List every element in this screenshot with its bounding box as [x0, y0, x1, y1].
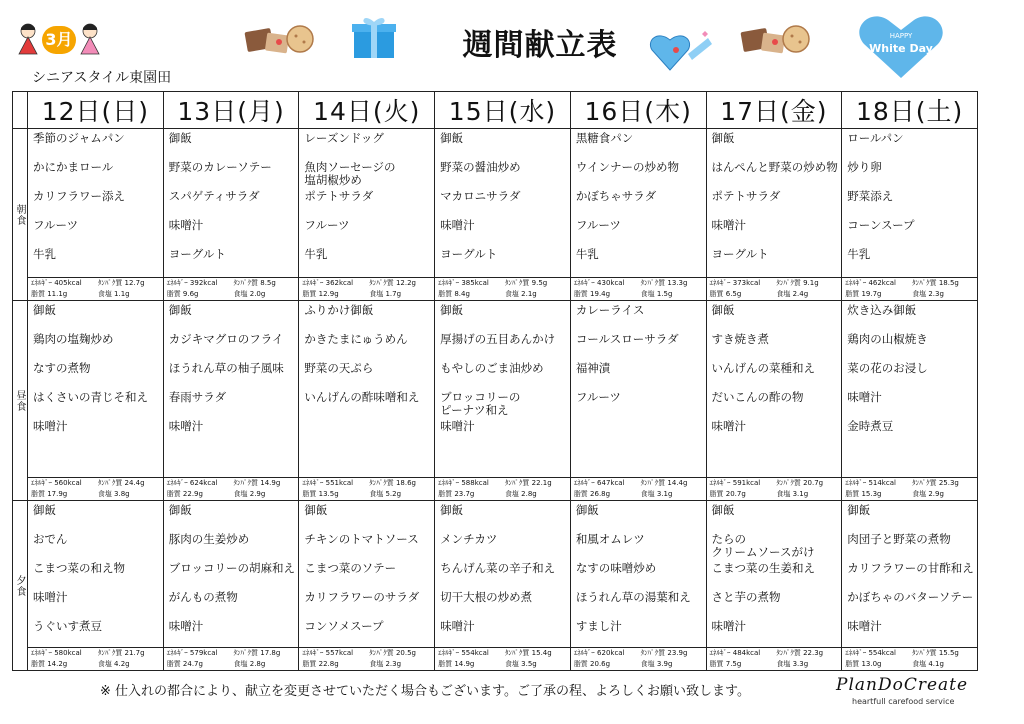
menu-cell — [299, 301, 435, 501]
menu-items — [842, 301, 977, 446]
nutrition-value: ﾀﾝﾊﾟｸ質 9.5g — [504, 279, 548, 287]
menu-items — [842, 129, 977, 274]
menu-item: ヨーグルト — [711, 247, 769, 261]
nutrition-info — [571, 477, 706, 500]
nutrition-info — [707, 647, 842, 670]
menu-item: 味噌汁 — [168, 218, 204, 232]
nutrition-value: ｴﾈﾙｷﾞｰ 557kcal — [302, 649, 354, 657]
nutrition-value: 食塩 3.3g — [776, 660, 809, 668]
menu-item: 御飯 — [33, 503, 56, 517]
nutrition-value: ﾀﾝﾊﾟｸ質 12.7g — [97, 279, 145, 287]
menu-item: いんげんの菜種和え — [711, 361, 816, 375]
month-badge: 3月 — [42, 26, 76, 54]
nutrition-value: ｴﾈﾙｷﾞｰ 560kcal — [31, 479, 82, 487]
menu-item: 牛乳 — [33, 247, 56, 261]
menu-item: 牛乳 — [847, 247, 871, 261]
menu-items — [164, 129, 299, 274]
nutrition-value: 脂質 19.4g — [573, 290, 611, 298]
day-header: 12日(日) — [28, 92, 164, 129]
menu-item: ブロッコリーの ピーナツ和え — [440, 390, 521, 417]
nutrition-value: ﾀﾝﾊﾟｸ質 12.2g — [369, 279, 416, 287]
nutrition-value: 脂質 14.9g — [438, 660, 475, 668]
page-title: 週間献立表 — [462, 28, 618, 63]
menu-cell — [842, 129, 978, 301]
menu-item: 鶏肉の塩麹炒め — [33, 332, 114, 346]
menu-items — [571, 501, 706, 646]
nutrition-value: 食塩 2.8g — [233, 660, 266, 668]
menu-cell — [706, 129, 842, 301]
white-day-top-text: HAPPY — [889, 32, 913, 40]
nutrition-value: 脂質 6.5g — [709, 290, 742, 298]
menu-item: はんぺんと野菜の炒め物 — [711, 160, 838, 174]
nutrition-info — [28, 477, 163, 500]
nutrition-value: 食塩 2.0g — [233, 290, 266, 298]
nutrition-value: 食塩 1.1g — [97, 290, 130, 298]
nutrition-value: 食塩 3.1g — [640, 490, 673, 498]
nutrition-info — [707, 277, 842, 300]
menu-item: 味噌汁 — [440, 619, 475, 633]
menu-item: ほうれん草の柚子風味 — [168, 361, 284, 375]
nutrition-value: ｴﾈﾙｷﾞｰ 514kcal — [845, 479, 896, 487]
nutrition-value: 食塩 4.2g — [97, 660, 130, 668]
menu-item: こまつ菜の生姜和え — [711, 561, 816, 575]
menu-item: 味噌汁 — [711, 419, 747, 433]
menu-item: カジキマグロのフライ — [168, 332, 284, 346]
menu-item: おでん — [33, 532, 68, 546]
menu-item: こまつ菜の和え物 — [33, 561, 125, 575]
nutrition-value: 食塩 5.2g — [369, 490, 402, 498]
nutrition-info — [435, 647, 570, 670]
nutrition-value: 脂質 14.2g — [31, 660, 68, 668]
menu-item: うぐいす煮豆 — [33, 619, 102, 633]
nutrition-value: 脂質 17.9g — [31, 490, 68, 498]
nutrition-value: 脂質 22.8g — [302, 660, 339, 668]
menu-item: もやしのごま油炒め — [440, 361, 544, 375]
menu-item: ウインナーの炒め物 — [575, 160, 679, 174]
nutrition-info — [28, 277, 163, 300]
nutrition-value: 食塩 3.8g — [97, 490, 130, 498]
nutrition-value: ｴﾈﾙｷﾞｰ 392kcal — [166, 279, 218, 287]
menu-cell — [163, 501, 299, 671]
nutrition-value: ｴﾈﾙｷﾞｰ 430kcal — [573, 279, 625, 287]
menu-cell — [842, 501, 978, 671]
menu-item: 魚肉ソーセージの 塩胡椒炒め — [304, 160, 396, 187]
nutrition-value: 脂質 13.5g — [302, 490, 339, 498]
menu-item: 黒糖食パン — [575, 131, 634, 145]
menu-item: 炒り卵 — [847, 160, 882, 174]
menu-body — [13, 129, 978, 671]
nutrition-value: ｴﾈﾙｷﾞｰ 620kcal — [573, 649, 625, 657]
white-day-main-text: White Day — [869, 42, 933, 55]
nutrition-value: 脂質 23.7g — [438, 490, 475, 498]
menu-item: ヨーグルト — [168, 247, 226, 261]
meal-row — [13, 501, 978, 671]
nutrition-value: ｴﾈﾙｷﾞｰ 554kcal — [438, 649, 489, 657]
nutrition-value: 脂質 22.9g — [166, 490, 203, 498]
hina-doll-left-illustration — [16, 22, 40, 56]
white-day-heart-logo — [856, 12, 946, 86]
menu-item: 豚肉の生姜炒め — [168, 532, 250, 546]
nutrition-info — [842, 477, 977, 500]
nutrition-value: 食塩 3.5g — [504, 660, 537, 668]
nutrition-value: ﾀﾝﾊﾟｸ質 15.5g — [912, 649, 959, 657]
menu-cell — [435, 501, 571, 671]
menu-item: すき焼き煮 — [711, 332, 770, 346]
nutrition-info — [299, 477, 434, 500]
nutrition-value: 脂質 20.7g — [709, 490, 746, 498]
nutrition-value: ﾀﾝﾊﾟｸ質 13.3g — [640, 279, 688, 287]
nutrition-value: 脂質 19.7g — [845, 290, 882, 298]
nutrition-value: ﾀﾝﾊﾟｸ質 21.7g — [97, 649, 145, 657]
menu-item: フルーツ — [304, 218, 350, 232]
nutrition-value: ｴﾈﾙｷﾞｰ 591kcal — [709, 479, 761, 487]
day-header: 16日(木) — [570, 92, 706, 129]
menu-item: 御飯 — [440, 131, 464, 145]
menu-item: 鶏肉の山椒焼き — [847, 332, 928, 346]
nutrition-value: ﾀﾝﾊﾟｸ質 14.4g — [640, 479, 688, 487]
menu-item: 味噌汁 — [847, 390, 882, 404]
nutrition-value: ｴﾈﾙｷﾞｰ 647kcal — [573, 479, 625, 487]
nutrition-info — [435, 477, 570, 500]
menu-items — [299, 301, 434, 417]
day-header: 14日(火) — [299, 92, 435, 129]
menu-cell — [570, 301, 706, 501]
menu-items — [28, 129, 163, 274]
meal-row — [13, 129, 978, 301]
nutrition-value: ﾀﾝﾊﾟｸ質 25.3g — [912, 479, 959, 487]
menu-item: なすの味噌炒め — [575, 561, 657, 575]
menu-items — [707, 129, 842, 274]
menu-item: 牛乳 — [575, 247, 599, 261]
menu-item: 御飯 — [33, 303, 56, 317]
menu-item: レーズンドッグ — [304, 131, 384, 145]
nutrition-value: ｴﾈﾙｷﾞｰ 484kcal — [709, 649, 761, 657]
menu-items — [435, 301, 570, 446]
menu-items — [707, 501, 842, 646]
nutrition-value: 脂質 20.6g — [573, 660, 611, 668]
nutrition-info — [164, 477, 299, 500]
facility-name: シニアスタイル東園田 — [32, 70, 172, 86]
nutrition-value: ｴﾈﾙｷﾞｰ 385kcal — [438, 279, 489, 287]
menu-items — [435, 501, 570, 646]
menu-item: だいこんの酢の物 — [711, 390, 804, 404]
nutrition-value: 脂質 8.4g — [438, 290, 470, 298]
menu-item: 御飯 — [304, 503, 328, 517]
nutrition-value: ｴﾈﾙｷﾞｰ 462kcal — [845, 279, 896, 287]
menu-item: 野菜添え — [847, 189, 894, 203]
menu-item: 野菜のカレーソテー — [168, 160, 272, 174]
menu-cell — [706, 301, 842, 501]
nutrition-info — [571, 277, 706, 300]
menu-item: 味噌汁 — [168, 419, 204, 433]
nutrition-info — [435, 277, 570, 300]
menu-item: はくさいの青じそ和え — [33, 390, 148, 404]
menu-item: カリフラワーの甘酢和え — [847, 561, 974, 575]
menu-item: ポテトサラダ — [711, 189, 781, 203]
menu-item: かぼちゃサラダ — [575, 189, 657, 203]
nutrition-value: ｴﾈﾙｷﾞｰ 588kcal — [438, 479, 489, 487]
nutrition-info — [842, 647, 977, 670]
nutrition-info — [28, 647, 163, 670]
menu-item: すまし汁 — [575, 619, 622, 633]
nutrition-value: 脂質 9.6g — [166, 290, 199, 298]
menu-items — [299, 501, 434, 646]
nutrition-value: ｴﾈﾙｷﾞｰ 554kcal — [845, 649, 896, 657]
menu-item: フルーツ — [575, 218, 621, 232]
weekly-menu-table — [12, 91, 978, 671]
nutrition-value: 脂質 12.9g — [302, 290, 339, 298]
menu-item: ロールパン — [847, 131, 904, 145]
menu-item: かぼちゃのバターソテー — [847, 590, 974, 604]
menu-cell — [163, 129, 299, 301]
gift-box-illustration — [350, 16, 398, 64]
menu-item: 和風オムレツ — [575, 532, 645, 546]
menu-item: コンソメスープ — [304, 619, 384, 633]
nutrition-info — [164, 277, 299, 300]
menu-cell — [163, 301, 299, 501]
meal-label: 昼食 — [13, 301, 28, 501]
brand-tagline: heartfull carefood service — [852, 697, 955, 706]
menu-item: こまつ菜のソテー — [304, 561, 397, 575]
menu-item: 味噌汁 — [440, 218, 475, 232]
menu-item: 御飯 — [440, 303, 464, 317]
nutrition-value: ﾀﾝﾊﾟｸ質 8.5g — [233, 279, 276, 287]
menu-cell — [28, 501, 164, 671]
menu-cell — [28, 129, 164, 301]
menu-items — [435, 129, 570, 274]
nutrition-info — [842, 277, 977, 300]
nutrition-info — [707, 477, 842, 500]
nutrition-value: 脂質 24.7g — [166, 660, 203, 668]
menu-item: 菜の花のお浸し — [847, 361, 928, 375]
menu-item: 御飯 — [168, 131, 192, 145]
menu-item: 御飯 — [168, 303, 192, 317]
nutrition-value: 食塩 2.1g — [504, 290, 537, 298]
nutrition-value: ﾀﾝﾊﾟｸ質 17.8g — [233, 649, 281, 657]
menu-item: コーンスープ — [847, 218, 915, 232]
nutrition-value: ﾀﾝﾊﾟｸ質 9.1g — [776, 279, 819, 287]
menu-item: 厚揚げの五目あんかけ — [440, 332, 556, 346]
nutrition-value: 脂質 11.1g — [31, 290, 68, 298]
menu-item: いんげんの酢味噌和え — [304, 390, 420, 404]
nutrition-value: 食塩 2.3g — [912, 290, 944, 298]
heart-candy-box-illustration — [648, 30, 714, 80]
menu-items — [842, 501, 977, 646]
nutrition-value: ﾀﾝﾊﾟｸ質 18.5g — [912, 279, 959, 287]
menu-item: ヨーグルト — [440, 247, 498, 261]
menu-item: カリフラワー添え — [33, 189, 125, 203]
menu-item: 味噌汁 — [711, 619, 747, 633]
nutrition-info — [571, 647, 706, 670]
menu-items — [707, 301, 842, 446]
menu-item: 御飯 — [711, 503, 735, 517]
menu-item: さと芋の煮物 — [711, 590, 781, 604]
nutrition-value: 脂質 13.0g — [845, 660, 882, 668]
menu-items — [164, 501, 299, 646]
menu-cell — [842, 301, 978, 501]
day-header: 18日(土) — [842, 92, 978, 129]
nutrition-info — [299, 277, 434, 300]
menu-item: ふりかけ御飯 — [304, 303, 374, 317]
menu-item: 味噌汁 — [847, 619, 882, 633]
menu-item: 季節のジャムパン — [33, 131, 125, 145]
nutrition-value: 食塩 2.4g — [776, 290, 809, 298]
menu-item: スパゲティサラダ — [168, 189, 260, 203]
menu-item: ちんげん菜の辛子和え — [440, 561, 556, 575]
menu-items — [28, 301, 163, 446]
menu-items — [164, 301, 299, 446]
day-header: 15日(水) — [435, 92, 571, 129]
menu-item: 切干大根の炒め煮 — [440, 590, 533, 604]
nutrition-value: ｴﾈﾙｷﾞｰ 362kcal — [302, 279, 354, 287]
menu-item: カリフラワーのサラダ — [304, 590, 420, 604]
nutrition-value: ﾀﾝﾊﾟｸ質 24.4g — [97, 479, 145, 487]
menu-item: 福神漬 — [575, 361, 611, 375]
nutrition-value: 食塩 2.3g — [369, 660, 402, 668]
menu-cell — [299, 129, 435, 301]
menu-item: なすの煮物 — [33, 361, 91, 375]
nutrition-value: 食塩 1.5g — [640, 290, 673, 298]
nutrition-value: ｴﾈﾙｷﾞｰ 551kcal — [302, 479, 354, 487]
nutrition-value: 食塩 2.9g — [912, 490, 944, 498]
menu-item: かきたまにゅうめん — [304, 332, 408, 346]
menu-item: 炊き込み御飯 — [847, 303, 917, 317]
menu-items — [571, 301, 706, 417]
menu-item: ポテトサラダ — [304, 189, 374, 203]
menu-item: 御飯 — [711, 131, 735, 145]
nutrition-value: ｴﾈﾙｷﾞｰ 624kcal — [166, 479, 218, 487]
menu-cell — [299, 501, 435, 671]
brand-logo: PlanDoCreate — [836, 675, 969, 695]
nutrition-value: 食塩 4.1g — [912, 660, 944, 668]
menu-item: 御飯 — [847, 503, 871, 517]
menu-item: コールスローサラダ — [575, 332, 679, 346]
day-header-row — [13, 92, 978, 129]
nutrition-info — [164, 647, 299, 670]
meal-label: 朝食 — [13, 129, 28, 301]
menu-cell — [435, 129, 571, 301]
menu-item: ほうれん草の湯葉和え — [575, 590, 691, 604]
menu-item: 野菜の天ぷら — [304, 361, 374, 375]
menu-item: 肉団子と野菜の煮物 — [847, 532, 951, 546]
menu-item: チキンのトマトソース — [304, 532, 419, 546]
nutrition-value: ｴﾈﾙｷﾞｰ 580kcal — [31, 649, 82, 657]
menu-item: 春雨サラダ — [168, 390, 227, 404]
menu-item: 御飯 — [168, 503, 192, 517]
menu-item: 牛乳 — [304, 247, 328, 261]
menu-item: マカロニサラダ — [440, 189, 521, 203]
menu-cell — [435, 301, 571, 501]
nutrition-value: ﾀﾝﾊﾟｸ質 15.4g — [504, 649, 552, 657]
nutrition-value: ﾀﾝﾊﾟｸ質 14.9g — [233, 479, 281, 487]
menu-item: 味噌汁 — [33, 419, 68, 433]
nutrition-value: 食塩 1.7g — [369, 290, 402, 298]
corner-cell — [13, 92, 28, 129]
menu-items — [299, 129, 434, 274]
menu-item: 野菜の醤油炒め — [440, 160, 521, 174]
menu-item: フルーツ — [33, 218, 79, 232]
menu-item: 金時煮豆 — [847, 419, 894, 433]
menu-cell — [570, 129, 706, 301]
menu-item: フルーツ — [575, 390, 621, 404]
nutrition-value: ｴﾈﾙｷﾞｰ 405kcal — [31, 279, 82, 287]
nutrition-value: ﾀﾝﾊﾟｸ質 20.5g — [369, 649, 416, 657]
menu-item: たらの クリームソースがけ — [711, 532, 815, 559]
menu-item: 御飯 — [440, 503, 464, 517]
day-header: 17日(金) — [706, 92, 842, 129]
nutrition-value: ﾀﾝﾊﾟｸ質 18.6g — [369, 479, 416, 487]
meal-row — [13, 301, 978, 501]
footer-note: ※ 仕入れの都合により、献立を変更させていただく場合もございます。ご了承の程、よろしくお願い致します。 — [100, 684, 750, 699]
menu-item: がんもの煮物 — [168, 590, 238, 604]
nutrition-value: 食塩 2.8g — [504, 490, 537, 498]
menu-item: メンチカツ — [440, 532, 498, 546]
menu-cell — [28, 301, 164, 501]
nutrition-value: ﾀﾝﾊﾟｸ質 23.9g — [640, 649, 688, 657]
nutrition-value: 脂質 7.5g — [709, 660, 742, 668]
menu-items — [571, 129, 706, 274]
cookies-left-illustration — [244, 22, 318, 60]
nutrition-value: 食塩 3.1g — [776, 490, 809, 498]
nutrition-value: ﾀﾝﾊﾟｸ質 22.1g — [504, 479, 552, 487]
nutrition-value: ﾀﾝﾊﾟｸ質 22.3g — [776, 649, 824, 657]
menu-cell — [570, 501, 706, 671]
menu-cell — [706, 501, 842, 671]
meal-label: 夕食 — [13, 501, 28, 671]
nutrition-value: 脂質 26.8g — [573, 490, 611, 498]
day-header: 13日(月) — [163, 92, 299, 129]
nutrition-value: ｴﾈﾙｷﾞｰ 373kcal — [709, 279, 761, 287]
nutrition-value: ﾀﾝﾊﾟｸ質 20.7g — [776, 479, 824, 487]
nutrition-value: 脂質 15.3g — [845, 490, 882, 498]
nutrition-value: 食塩 2.9g — [233, 490, 266, 498]
menu-item: 味噌汁 — [33, 590, 68, 604]
menu-item: 味噌汁 — [711, 218, 747, 232]
nutrition-value: ｴﾈﾙｷﾞｰ 579kcal — [166, 649, 218, 657]
menu-items — [28, 501, 163, 646]
cookies-right-illustration — [740, 22, 814, 60]
menu-item: かにかまロール — [33, 160, 114, 174]
menu-item: 御飯 — [575, 503, 599, 517]
menu-item: 味噌汁 — [440, 419, 475, 433]
menu-item: ブロッコリーの胡麻和え — [168, 561, 295, 575]
menu-item: 味噌汁 — [168, 619, 204, 633]
nutrition-info — [299, 647, 434, 670]
hina-doll-right-illustration — [78, 22, 102, 56]
menu-item: 御飯 — [711, 303, 735, 317]
nutrition-value: 食塩 3.9g — [640, 660, 673, 668]
menu-item: カレーライス — [575, 303, 645, 317]
